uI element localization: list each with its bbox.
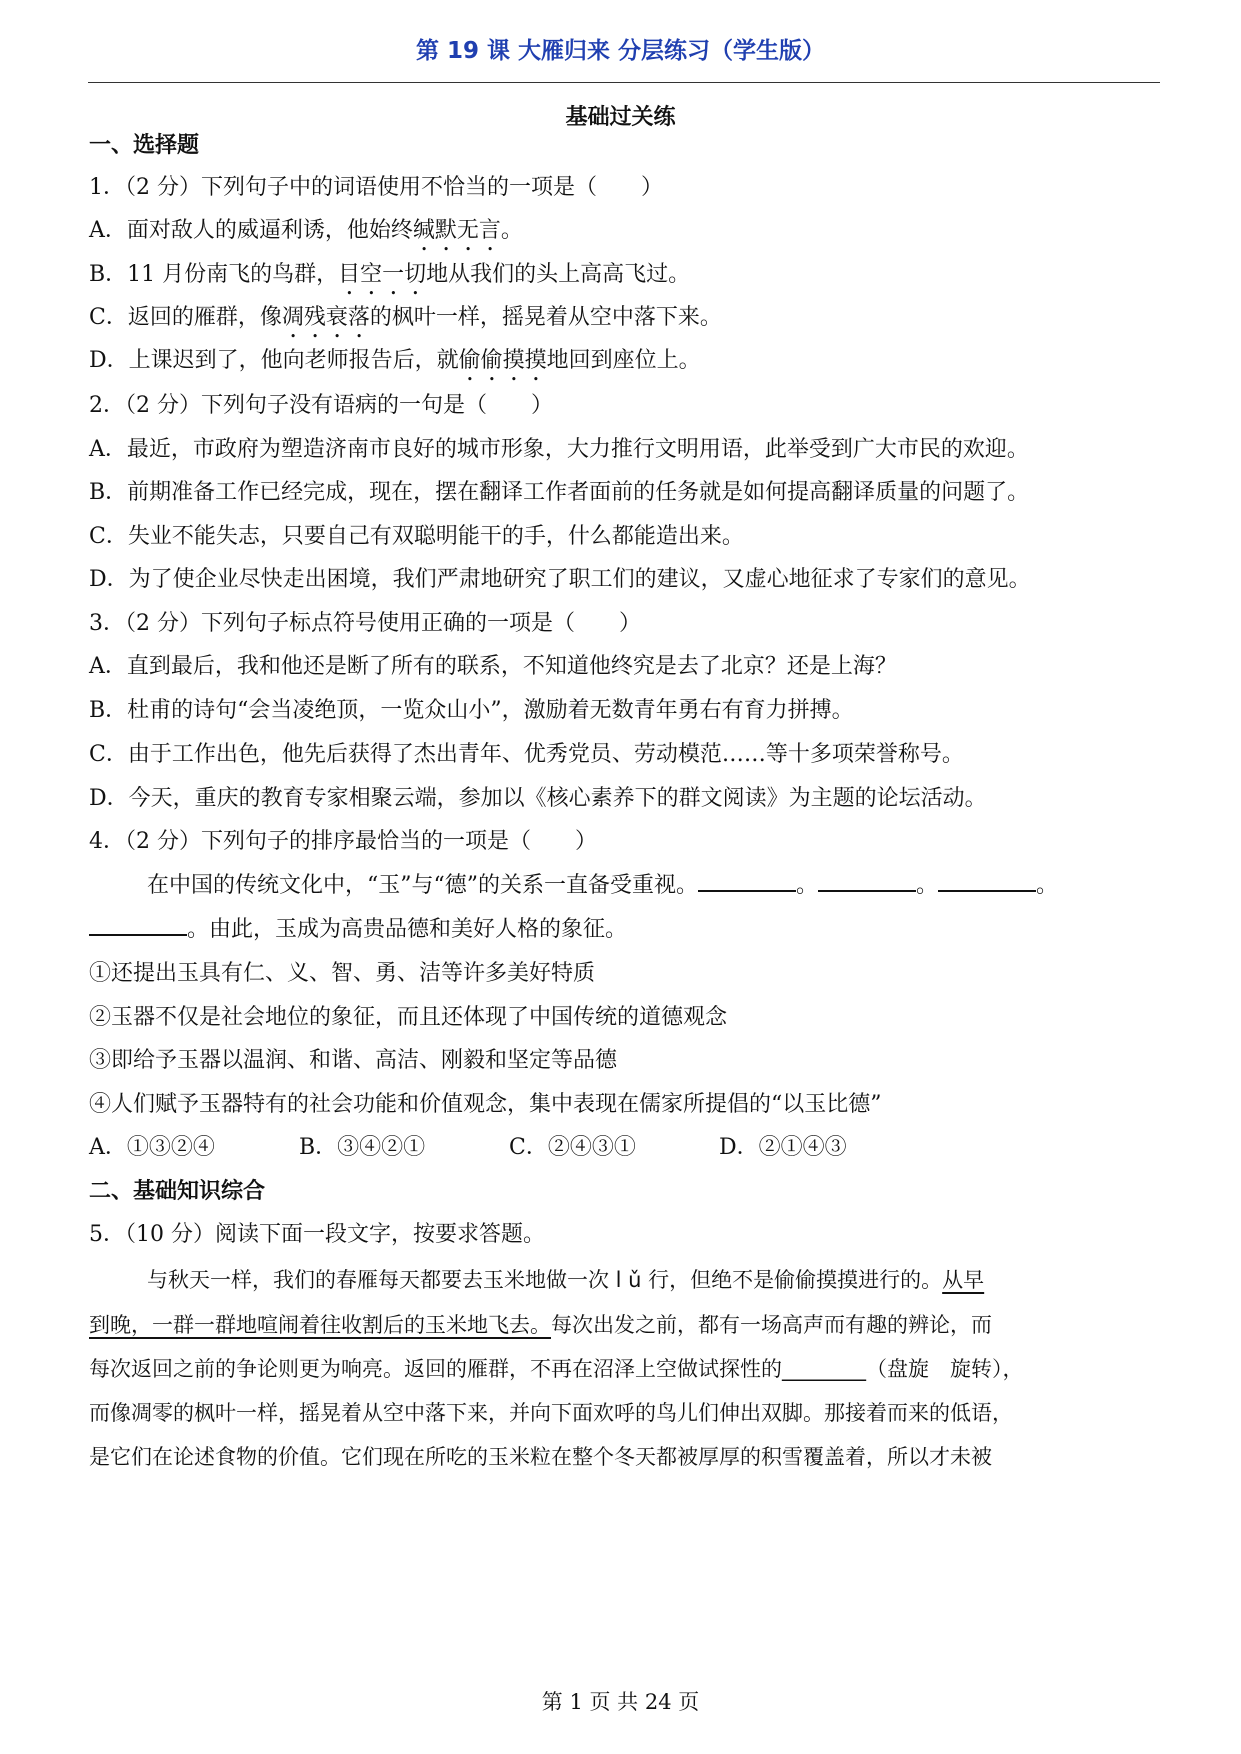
question-4-sentence-3: ③即给予玉器以温润、和谐、高洁、刚毅和坚定等品德 bbox=[89, 1048, 618, 1073]
question-5-passage-line-4: 而像凋零的枫叶一样，摇晃着从空中落下来，并向下面欢呼的鸟儿们伸出双脚。那接着而来的低语， bbox=[89, 1401, 1013, 1425]
question-2-option-b: B．前期准备工作已经完成，现在，摆在翻译工作者面前的任务就是如何提高翻译质量的问题了。 bbox=[89, 480, 1030, 505]
section-title-knowledge: 二、基础知识综合 bbox=[89, 1179, 266, 1204]
header-divider bbox=[88, 82, 1160, 83]
question-5-stem: 5．（10 分）阅读下面一段文字，按要求答题。 bbox=[89, 1222, 545, 1247]
page-number: 第 1 页 共 24 页 bbox=[541, 1690, 700, 1714]
question-4-sentence-4: ④人们赋予玉器特有的社会功能和价值观念，集中表现在儒家所提倡的“以玉比德” bbox=[89, 1092, 882, 1117]
question-4-stem: 4．（2 分）下列句子的排序最恰当的一项是（ ） bbox=[89, 829, 597, 854]
question-3-option-a: A．直到最后，我和他还是断了所有的联系，不知道他终究是去了北京？还是上海？ bbox=[89, 654, 897, 679]
question-4-option-d: D．②①④③ bbox=[719, 1135, 847, 1160]
question-5-passage-line-3: 每次返回之前的争论则更为响亮。返回的雁群，不再在沼泽上空做试探性的________（盘旋 旋转）， bbox=[89, 1357, 1024, 1381]
question-1-stem: 1．（2 分）下列句子中的词语使用不恰当的一项是（ ） bbox=[89, 175, 663, 200]
section-heading: 基础过关练 bbox=[565, 105, 676, 130]
question-4-options bbox=[89, 1133, 929, 1163]
question-4-passage-line-2: 。由此，玉成为高贵品德和美好人格的象征。 bbox=[89, 915, 627, 945]
question-4-option-c: C．②④③① bbox=[509, 1135, 636, 1160]
question-4-sentence-1: ①还提出玉具有仁、义、智、勇、洁等许多美好特质 bbox=[89, 961, 596, 986]
question-1-option-c: C．返回的雁群，像凋残衰落的枫叶一样，摇晃着从空中落下来。 bbox=[89, 305, 722, 330]
question-5-passage-line-2: 到晚，一群一群地喧闹着往收割后的玉米地飞去。每次出发之前，都有一场高声而有趣的辨论，而 bbox=[89, 1313, 992, 1337]
document-title: 第 19 课 大雁归来 分层练习（学生版） bbox=[415, 38, 826, 64]
question-2-stem: 2．（2 分）下列句子没有语病的一句是（ ） bbox=[89, 393, 553, 418]
answer-blank[interactable] bbox=[89, 916, 187, 936]
question-3-stem: 3．（2 分）下列句子标点符号使用正确的一项是（ ） bbox=[89, 611, 641, 636]
question-2-option-c: C．失业不能失志，只要自己有双聪明能干的手，什么都能造出来。 bbox=[89, 524, 744, 549]
question-2-option-a: A．最近，市政府为塑造济南市良好的城市形象，大力推行文明用语，此举受到广大市民的欢迎。 bbox=[89, 437, 1029, 462]
answer-blank[interactable] bbox=[938, 872, 1036, 892]
question-1-option-d: D．上课迟到了，他向老师报告后，就偷偷摸摸地回到座位上。 bbox=[89, 348, 701, 373]
answer-blank[interactable] bbox=[698, 872, 796, 892]
answer-blank[interactable] bbox=[818, 872, 916, 892]
question-4-option-b: B．③④②① bbox=[299, 1135, 426, 1160]
question-1-option-a: A．面对敌人的威逼利诱，他始终缄默无言。 bbox=[89, 218, 523, 243]
question-3-option-d: D．今天，重庆的教育专家相聚云端，参加以《核心素养下的群文阅读》为主题的论坛活动。 bbox=[89, 786, 987, 811]
question-4-sentence-2: ②玉器不仅是社会地位的象征，而且还体现了中国传统的道德观念 bbox=[89, 1005, 728, 1030]
question-1-option-b: B．11 月份南飞的鸟群，目空一切地从我们的头上高高飞过。 bbox=[89, 262, 691, 287]
question-4-option-a: A．①③②④ bbox=[89, 1135, 215, 1160]
question-4-passage-line-1: 在中国的传统文化中，“玉”与“德”的关系一直备受重视。 。 。 。 bbox=[147, 873, 1059, 898]
question-3-option-b: B．杜甫的诗句“会当凌绝顶，一览众山小”，激励着无数青年勇右有育力拼搏。 bbox=[89, 698, 854, 723]
question-5-passage-line-5: 是它们在论述食物的价值。它们现在所吃的玉米粒在整个冬天都被厚厚的积雪覆盖着，所以才未被 bbox=[89, 1445, 992, 1469]
question-5-passage-line-1: 与秋天一样，我们的春雁每天都要去玉米地做一次 l ǔ 行，但绝不是偷偷摸摸进行的。从早 bbox=[147, 1268, 985, 1292]
section-title-choice: 一、选择题 bbox=[89, 133, 200, 158]
question-2-option-d: D．为了使企业尽快走出困境，我们严肃地研究了职工们的建议，又虚心地征求了专家们的意见。 bbox=[89, 567, 1031, 592]
question-3-option-c: C．由于工作出色，他先后获得了杰出青年、优秀党员、劳动模范……等十多项荣誉称号。 bbox=[89, 742, 964, 767]
